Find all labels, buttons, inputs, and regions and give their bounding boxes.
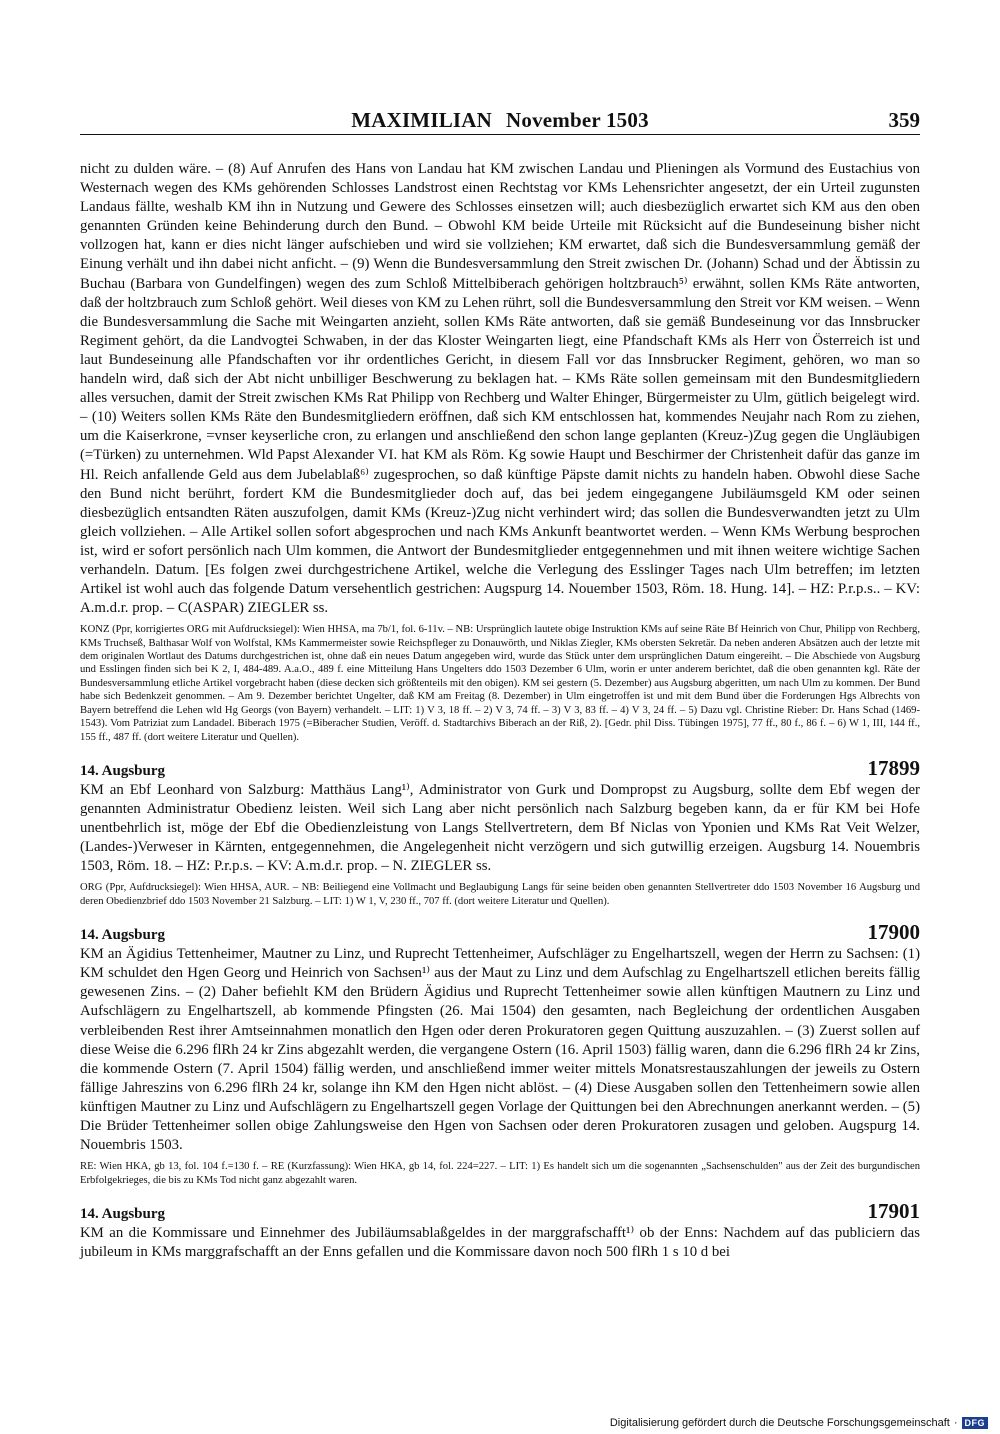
running-head-month: November 1503	[506, 108, 649, 132]
entry-text: KM an Ebf Leonhard von Salzburg: Matthäus Lang¹⁾, Administrator von Gurk und Dompropst zu Augsburg, sollte dem Ebf wegen der genannten Administratur Obedienz leisten. Weil sich Lang aber nicht persönlich nach Salzburg begeben kann, da er für KM bei Hofe unentbehrlich ist, möge der Ebf die Obedienzleistung von Langs Stellvertretern, dem Bf Niclas von Yponien und KMs Rat Veit Welzer, (Landes-)Verweser in Kärnten, entgegennehmen, die Angelegenheit nicht verzögern und sich gutwillig erzeigen. Augsburg 14. Nouembris 1503, Röm. 18. – HZ: P.r.p.s. – KV: A.m.d.r. prop. – N. ZIEGLER ss.	[80, 781, 920, 875]
entry-place: 14. Augsburg	[80, 927, 166, 944]
running-head	[80, 108, 920, 135]
entry-header	[80, 1199, 920, 1224]
dfg-logo-icon[interactable]: DFG	[962, 1417, 989, 1429]
continued-text: nicht zu dulden wäre. – (8) Auf Anrufen des Hans von Landau hat KM zwischen Landau und Plieningen als Vormund des Eustachius von Westernach wegen des KMs gehörenden Schlosses Landstrost einen Rechtstag vor KMs Lehensrichter angesetzt, der ein Urteil zugunsten Landaus fällte, weshalb KM ihn in Nutzung und Gewere des Schlosses einsetzen will; auch diesbezüglich erwartet sich KM aus den oben genannten Gründen keine Behinderung durch den Bund. – Obwohl KM beide Urteile mit Rücksicht auf die Bundeseinung bisher nicht vollzogen hat, kann er dies nicht länger aufschieben und wird sie vollziehen; KM erwartet, daß sich die Bundesversammlung gemäß der Einung verhält und ihn dabei nicht anficht. – (9) Wenn die Bundesversammlung den Streit zwischen Dr. (Johann) Schad und der Äbtissin zu Buchau (Barbara von Gundelfingen) wegen des zum Schloß Mittelbiberach gehörigen holtzbrauch⁵⁾ erwähnt, sollen KMs Räte antworten, daß der holtzbrauch zum Schloß gehört. Weil dieses von KM zu Lehen rührt, soll die Bundesversammlung den Streit vor KM weisen. – Wenn die Bundesversammlung die Sache mit Weingarten anzieht, sollen KMs Räte antworten, daß sie gemäß Bundeseinung vor das Innsbrucker Regiment gehört, da die Landvogtei Schwaben, in der das Kloster Weingarten liegt, eine Pfandschaft KMs als Herr von Österreich ist und laut Bundeseinung alle Pfandschaften vor ihr ordentliches Gericht, in diesem Fall vor das Innsbrucker Regiment, gehören, wo man so handeln wird, daß sich der Abt nicht unbilliger Beschwerung zu beklagen hat. – KMs Räte sollen gemeinsam mit den Bundesmitgliedern alles versuchen, damit der Streit zwischen KMs Rat Philipp von Rechberg und Walter Ehinger, Bürgermeister zu Ulm, gütlich beigelegt wird. – (10) Weiters sollen KMs Räte den Bundesmitgliedern eröffnen, daß sich KM entschlossen hat, kommendes Neujahr nach Rom zu ziehen, um die Kaiserkrone, =vnser keyserliche cron, zu erlangen und anschließend den schon lange geplanten (Kreuz-)Zug gegen die Ungläubigen (=Türken) zu unternehmen. Wld Papst Alexander VI. hat KM als Röm. Kg sowie Haupt und Beschirmer der Christenheit dafür das ganze im Hl. Reich anfallende Geld aus dem Jubelablaß⁶⁾ zugesprochen, so daß künftige Päpste damit nichts zu handeln haben. Obwohl diese Sache den Bund nicht berührt, fordert KM die Bundesmitglieder doch auf, das bei jedem eingegangene Jubiläumsgeld KM oder seinen diesbezüglich entsandten Räten auszufolgen, damit KMs (Kreuz-)Zug nicht verhindert wird; das sollen die Bundesverwandten jetzt zu Ulm gleich vollziehen. – Alle Artikel sollen sofort abgesprochen und nach KMs Ankunft beantwortet werden. – Wenn KMs Werbung besprochen ist, wird er sofort persönlich nach Ulm kommen, die Antwort der Bundesmitglieder entgegennehmen und mit ihnen weitere wichtige Sachen verhandeln. Datum. [Es folgen zwei durchgestrichene Artikel, welche die Verlegung des Esslinger Tages nach Ulm betreffen; im letzten Artikel ist wohl auch das folgende Datum versehentlich gestrichen: Augspurg 14. Nouember 1503, Röm. 18. Hung. 14]. – HZ: P.r.p.s.. – KV: A.m.d.r. prop. – C(ASPAR) ZIEGLER ss.	[80, 161, 920, 617]
entry-header	[80, 920, 920, 945]
running-head-name: MAXIMILIAN	[351, 108, 493, 132]
entry-number: 17901	[867, 1199, 920, 1224]
entry-note: RE: Wien HKA, gb 13, fol. 104 f.=130 f. – RE (Kurzfassung): Wien HKA, gb 14, fol. 224=227. – LIT: 1) Es handelt sich um die sogenannten „Sachsenschulden" aus der Zeit des burgundischen Erbfolgekrieges, die bis zu KMs Tod nicht ganz abgezahlt waren.	[80, 1161, 920, 1186]
footer-separator: ·	[953, 1417, 958, 1429]
page-body	[80, 160, 920, 1262]
entry-number: 17899	[867, 755, 920, 780]
entry-number: 17900	[867, 920, 920, 945]
page-number: 359	[888, 108, 920, 132]
entry-note: ORG (Ppr, Aufdrucksiegel): Wien HHSA, AUR. – NB: Beiliegend eine Vollmacht und Beglaubigung Langs für seine beiden oben genannten Stellvertreter ddo 1503 November 16 Augsburg und deren Obedienzbrief ddo 1503 November 21 Salzburg. – LIT: 1) W 1, V, 230 ff., 707 ff. (dort weitere Literatur und Quellen).	[80, 882, 920, 907]
running-head-title	[80, 108, 920, 133]
entry-header	[80, 756, 920, 781]
entry-place: 14. Augsburg	[80, 1206, 166, 1223]
entry-17901	[80, 1199, 920, 1262]
entry-text: KM an Ägidius Tettenheimer, Mautner zu Linz, und Ruprecht Tettenheimer, Aufschläger zu Engelhartszell, wegen der Herrn zu Sachsen: (1) KM schuldet den Hgen Georg und Heinrich von Sachsen¹⁾ aus der Maut zu Linz und dem Aufschlag zu Engelhartszell etlichen bereits fällig gewesenen Zins. – (2) Daher befiehlt KM den Brüdern Ägidius und Ruprecht Tettenheimer sowie allen künftigen Mautnern zu Linz und Aufschlägern zu Engelhartszell, ab kommende Pfingsten (26. Mai 1504) den gesamten, nach Begleichung der ordentlichen Ausgaben verbleibenden Rest ihrer Amtseinnahmen monatlich den Hgen oder deren Prokuratoren gegen Quittung auszuzahlen. – (3) Zuerst sollen auf diese Weise die 6.296 flRh 24 kr Zins abgezahlt werden, die vergangene Ostern (16. April 1503) fällig waren, dann die 6.296 flRh 24 kr Zins, die kommende Ostern (7. April 1504) fällig werden, und anschließend immer weiter mittels Monatsrestauszahlungen der jeweils zu Ostern fällige Jahreszins von 6.296 flRh 24 kr, solange ihn KM den Hgen nicht ablöst. – (4) Diese Ausgaben sollen den Tettenheimern sowie allen künftigen Mautner zu Linz und Aufschlägern zu Engelhartszell gegen Vorlage der Quittungen bei den Abrechnungen anerkannt werden. – (5) Die Brüder Tettenheimer sollen obige Zahlungsweise den Hgen von Sachsen oder deren Prokuratoren zusagen und geloben. Augspurg 14. Nouembris 1503.	[80, 946, 920, 1154]
entry-17900	[80, 920, 920, 1187]
entry-17899	[80, 756, 920, 908]
entry-text: KM an die Kommissare und Einnehmer des Jubiläumsablaßgeldes in der marggrafschafft¹⁾ ob der Enns: Nachdem auf das publiciern das jubileum in KMs marggrafschafft an der Enns gefallen und die Kommissare davon noch 500 flRh 1 s 10 d bei	[80, 1225, 920, 1261]
continued-note: KONZ (Ppr, korrigiertes ORG mit Aufdrucksiegel): Wien HHSA, ma 7b/1, fol. 6-11v. – NB: Ursprünglich lautete obige Instruktion KMs auf seine Räte Bf Heinrich von Chur, Philipp von Rechberg, KMs Truchseß, Balthasar Wolf von Wolfstal, KMs Kammermeister sowie Reichspfleger zu Donauwörth, und Niklas Ziegler, KMs obersten Sekretär. Da neben anderen Absätzen auch der letzte mit dem originalen Wortlaut des Datums durchgestrichen ist, ohne daß ein neues Datum angegeben wird, wurde das Stück unter dem ursprünglichen Datum eingereiht. – Die Abschiede von Augsburg und Esslingen finden sich bei K 2, I, 484-489. A.a.O., 489 f. eine Mitteilung Hans Ungelters ddo 1503 Dezember 6 Ulm, worin er unter anderem berichtet, daß die oben genannten kgl. Räte der Bundesversammlung etliche Artikel vorgebracht haben (diese decken sich größtenteils mit den obigen). KM sei gestern (5. Dezember) aus Augsburg abgeritten, um nach Ulm zu kommen. Der Bund habe sich Bedenkzeit genommen. – Am 9. Dezember berichtet Ungelter, daß KM am Freitag (8. Dezember) in Ulm eingetroffen ist und mit dem Bund über die Forderungen Hgs Albrechts von Bayern betreffend die Lehen wld Hg Georgs (von Bayern) verhandelt. – LIT: 1) V 3, 18 ff. – 2) V 3, 74 ff. – 3) V 3, 83 ff. – 4) V 3, 24 ff. – 5) Dazu vgl. Christine Rieber: Dr. Hans Schad (1469-1543). Vom Patriziat zum Landadel. Biberach 1975 (=Biberacher Studien, Veröff. d. Stadtarchivs Biberach an der Riß, 2). [Gedr. phil Diss. Tübingen 1975], 77 ff., 80 f., 86 f. – 6) W 1, III, 144 ff., 155 ff., 487 ff. (dort weitere Literatur und Quellen).	[80, 624, 920, 743]
entry-place: 14. Augsburg	[80, 762, 166, 779]
footer-text: Digitalisierung gefördert durch die Deutsche Forschungsgemeinschaft	[609, 1417, 950, 1429]
footer-credit	[610, 1417, 988, 1429]
